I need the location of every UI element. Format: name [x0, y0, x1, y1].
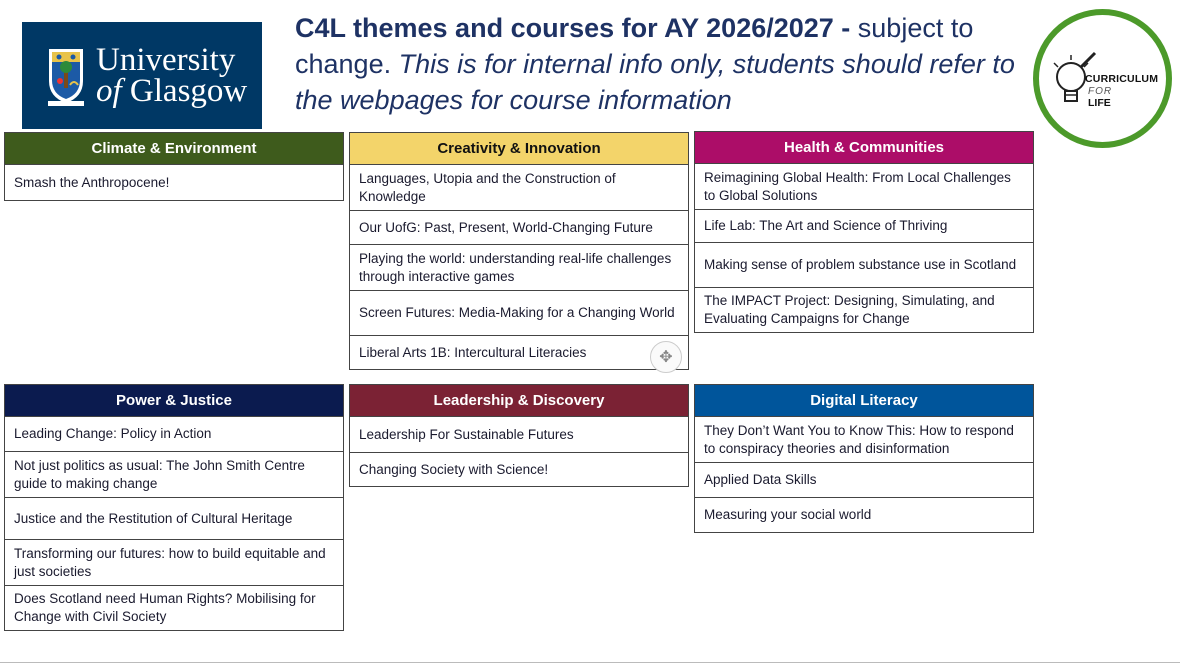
title-italic: This is for internal info only, students should refer to the webpages for course information — [295, 49, 1015, 115]
divider — [0, 662, 1180, 663]
course-item: Leadership For Sustainable Futures — [349, 417, 689, 453]
curriculum-for-life-badge — [1033, 9, 1172, 148]
theme-leadership — [349, 384, 689, 487]
course-item: They Don’t Want You to Know This: How to respond to conspiracy theories and disinformation — [694, 417, 1034, 463]
title-bold: C4L themes and courses for AY 2026/2027 - — [295, 13, 851, 43]
course-item: Measuring your social world — [694, 498, 1034, 533]
course-item: Making sense of problem substance use in Scotland — [694, 243, 1034, 288]
badge-line-2: FOR — [1088, 86, 1113, 97]
theme-header-digital: Digital Literacy — [694, 384, 1034, 417]
course-item: Smash the Anthropocene! — [4, 165, 344, 201]
logo-line-2: of Glasgow — [96, 72, 248, 109]
theme-digital — [694, 384, 1034, 533]
course-item: Screen Futures: Media-Making for a Changing World — [349, 291, 689, 336]
theme-header-leadership: Leadership & Discovery — [349, 384, 689, 417]
theme-health — [694, 131, 1034, 333]
course-item: Applied Data Skills — [694, 463, 1034, 498]
badge-line-3: LIFE — [1088, 97, 1111, 109]
theme-header-power: Power & Justice — [4, 384, 344, 417]
course-item: Transforming our futures: how to build equitable and just societies — [4, 540, 344, 586]
crest-icon — [46, 45, 86, 107]
course-item: Reimagining Global Health: From Local Challenges to Global Solutions — [694, 164, 1034, 210]
theme-header-creativity: Creativity & Innovation — [349, 132, 689, 165]
course-item: Languages, Utopia and the Construction of Knowledge — [349, 165, 689, 211]
theme-climate — [4, 132, 344, 201]
course-item: Life Lab: The Art and Science of Thriving — [694, 210, 1034, 243]
badge-line-1: CURRICULUM — [1085, 73, 1159, 85]
course-item: Justice and the Restitution of Cultural Heritage — [4, 498, 344, 540]
course-item: Liberal Arts 1B: Intercultural Literacies — [349, 336, 689, 370]
move-handle-icon[interactable]: ✥ — [650, 341, 682, 373]
course-item: The IMPACT Project: Designing, Simulating, and Evaluating Campaigns for Change — [694, 288, 1034, 333]
title-normal: subject to change. — [295, 13, 974, 79]
theme-creativity — [349, 132, 689, 370]
course-item: Leading Change: Policy in Action — [4, 417, 344, 452]
page-title — [295, 10, 1025, 118]
theme-header-climate: Climate & Environment — [4, 132, 344, 165]
course-item: Playing the world: understanding real-life challenges through interactive games — [349, 245, 689, 291]
course-item: Changing Society with Science! — [349, 453, 689, 487]
course-item: Not just politics as usual: The John Smith Centre guide to making change — [4, 452, 344, 498]
logo-line-1: University — [96, 41, 236, 78]
course-item: Our UofG: Past, Present, World-Changing Future — [349, 211, 689, 245]
theme-header-health: Health & Communities — [694, 131, 1034, 164]
theme-power — [4, 384, 344, 631]
course-item: Does Scotland need Human Rights? Mobilising for Change with Civil Society — [4, 586, 344, 631]
university-logo — [22, 22, 262, 129]
